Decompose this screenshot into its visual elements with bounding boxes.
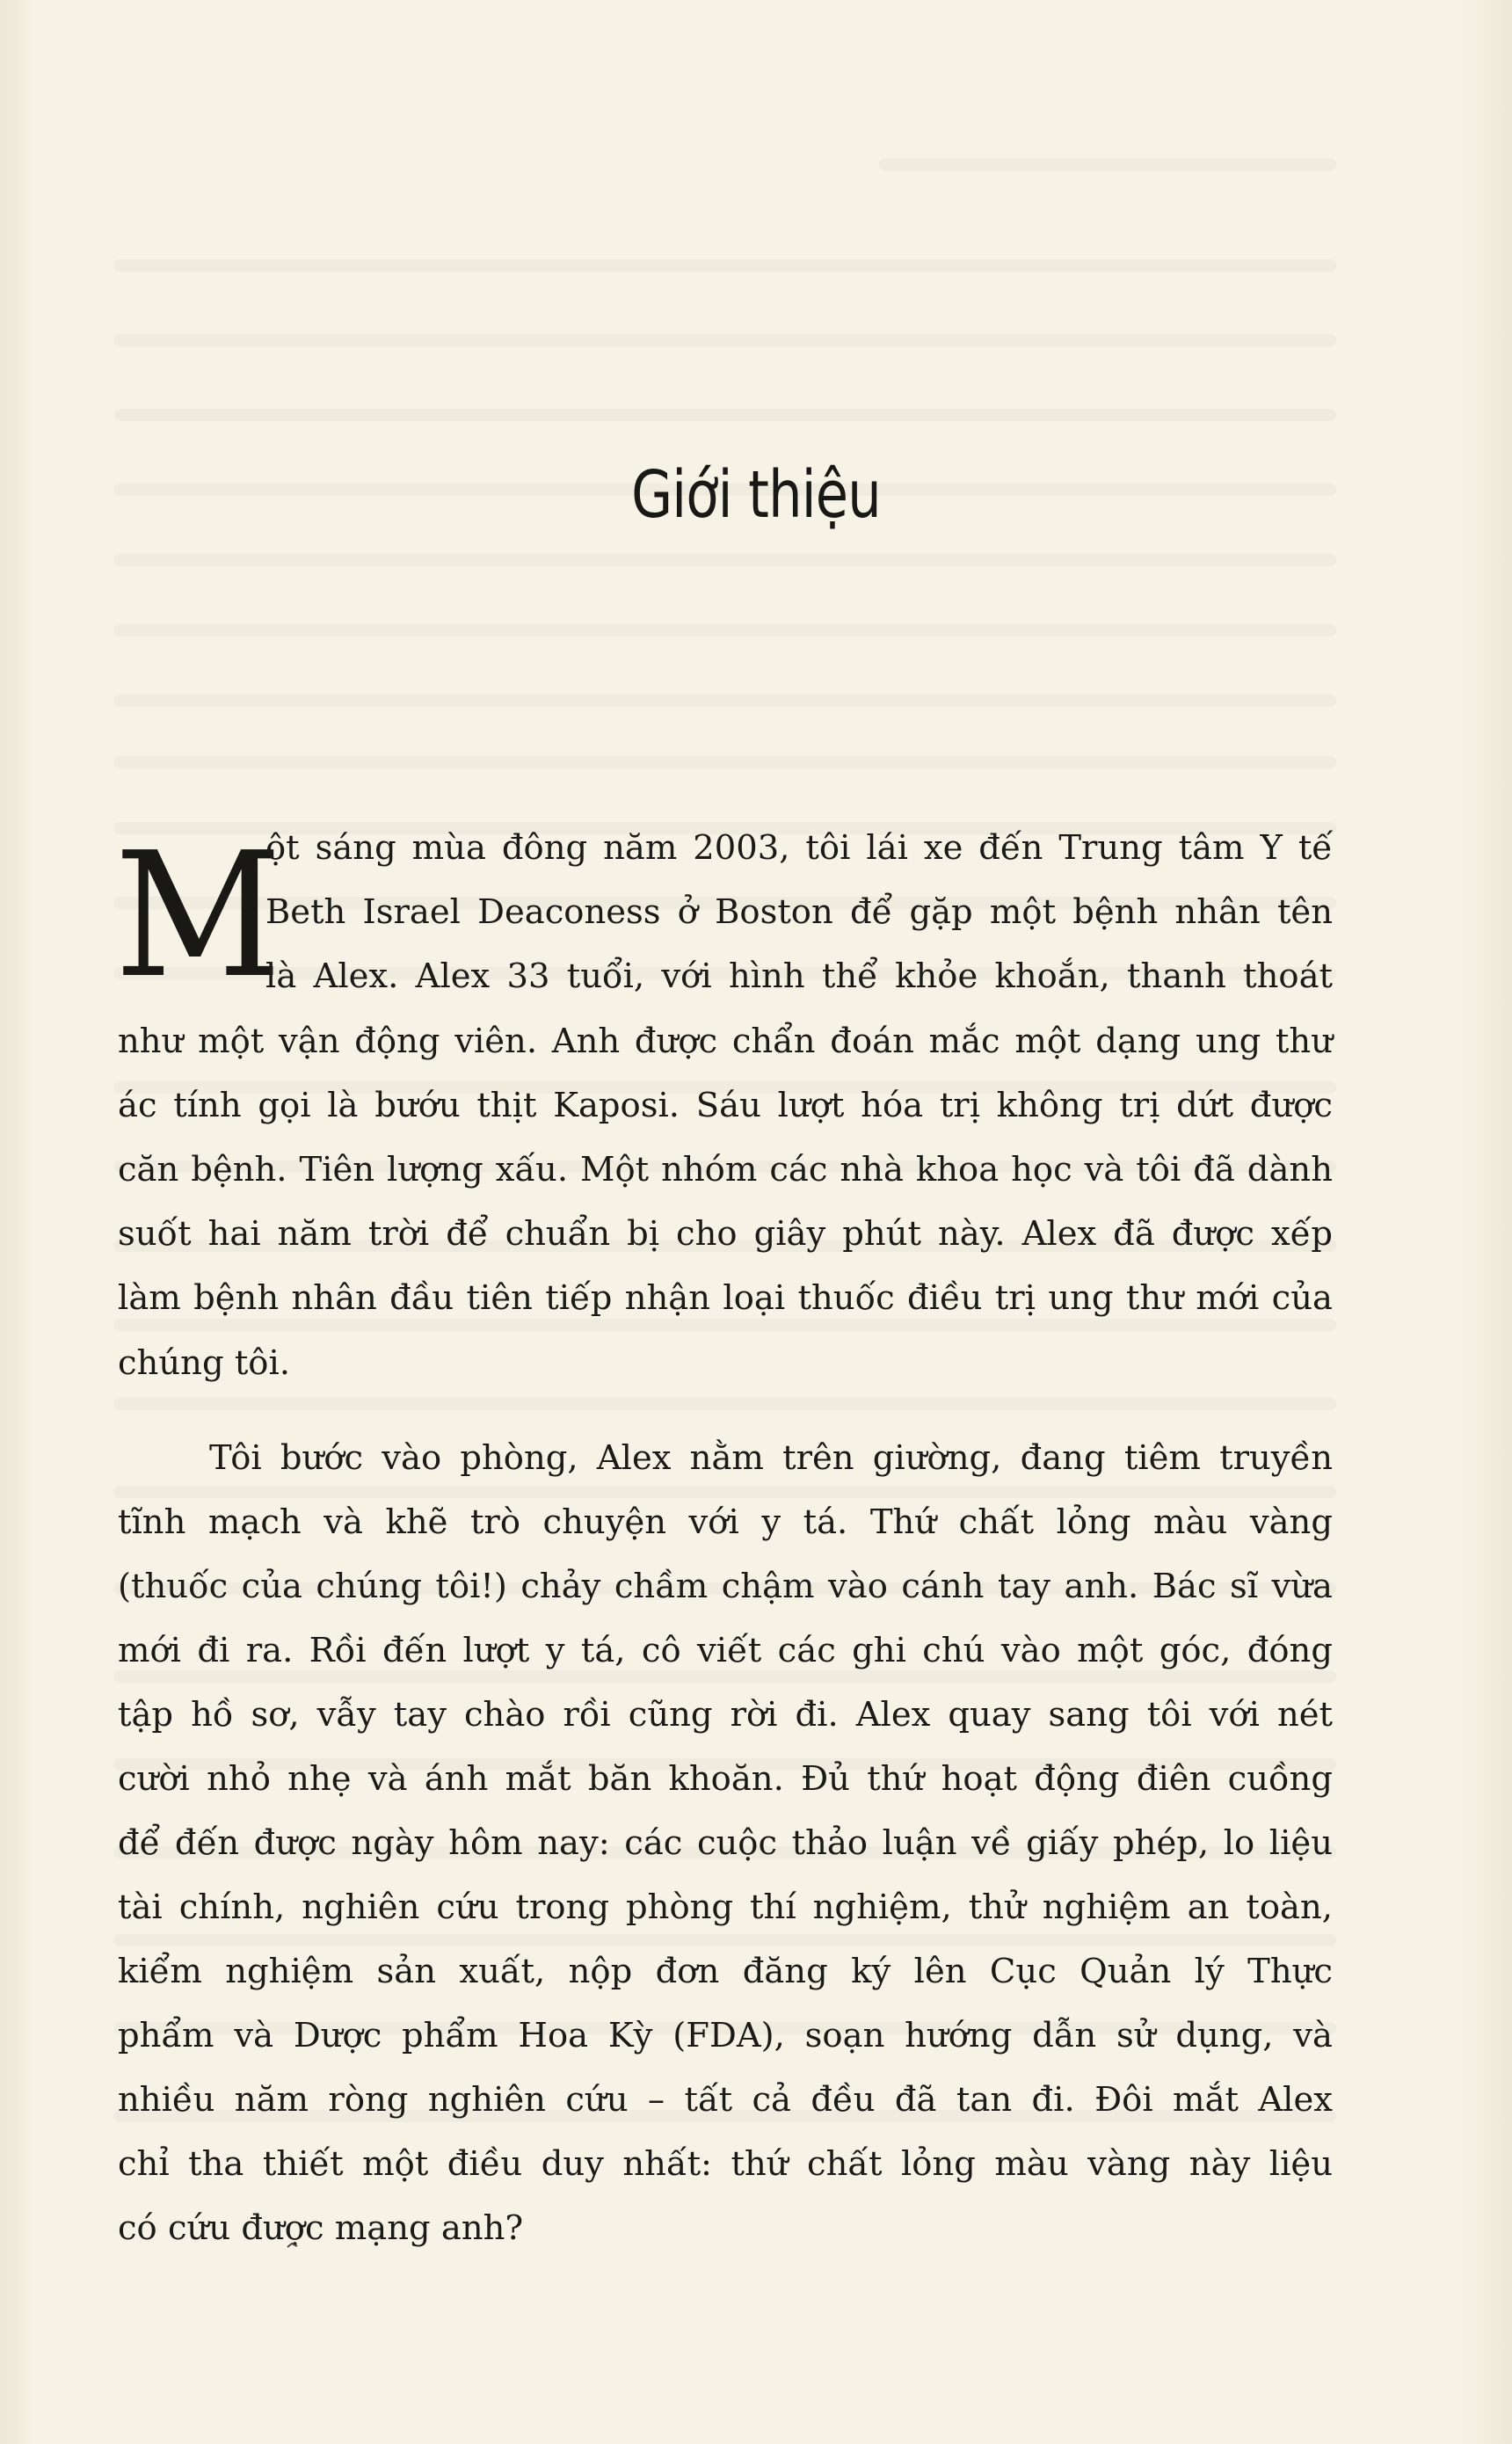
text-line: kiểm nghiệm sản xuất, nộp đơn đăng ký lên Cục Quản lý Thực [118,1952,1333,1991]
text-line: chỉ tha thiết một điều duy nhất: thứ chất lỏng màu vàng này liệu [118,2144,1333,2184]
text-line: nhiều năm ròng nghiên cứu – tất cả đều đã tan đi. Đôi mắt Alex [118,2080,1333,2120]
text-line: Beth Israel Deaconess ở Boston để gặp một bệnh nhân tên [265,892,1333,932]
text-line: mới đi ra. Rồi đến lượt y tá, cô viết các ghi chú vào một góc, đóng [118,1631,1333,1670]
text-line: làm bệnh nhân đầu tiên tiếp nhận loại thuốc điều trị ung thư mới của [118,1278,1333,1318]
text-line: như một vận động viên. Anh được chẩn đoán mắc một dạng ung thư [118,1022,1333,1061]
text-line: suốt hai năm trời để chuẩn bị cho giây phút này. Alex đã được xếp [118,1214,1333,1254]
text-line: ác tính gọi là bướu thịt Kaposi. Sáu lượt hóa trị không trị dứt được [118,1086,1333,1125]
text-line: Tôi bước vào phòng, Alex nằm trên giường, đang tiêm truyền [209,1438,1333,1478]
text-line: căn bệnh. Tiên lượng xấu. Một nhóm các nhà khoa học và tôi đã dành [118,1150,1333,1189]
text-line: cười nhỏ nhẹ và ánh mắt băn khoăn. Đủ thứ hoạt động điên cuồng [118,1759,1333,1799]
text-line: chúng tôi. [118,1343,291,1383]
text-line: (thuốc của chúng tôi!) chảy chầm chậm vào cánh tay anh. Bác sĩ vừa [118,1567,1333,1606]
text-line: tài chính, nghiên cứu trong phòng thí nghiệm, thử nghiệm an toàn, [118,1888,1333,1927]
speck-icon [287,2241,299,2250]
drop-cap: M [114,816,282,1016]
ink-speck [287,2233,299,2255]
text-line: là Alex. Alex 33 tuổi, với hình thể khỏe khoắn, thanh thoát [265,957,1333,996]
text-line: ột sáng mùa đông năm 2003, tôi lái xe đến Trung tâm Y tế [265,828,1333,868]
text-line: để đến được ngày hôm nay: các cuộc thảo luận về giấy phép, lo liệu [118,1823,1333,1863]
text-line: tập hồ sơ, vẫy tay chào rồi cũng rời đi. Alex quay sang tôi với nét [118,1695,1333,1735]
chapter-title: Giới thiệu [631,457,881,533]
text-line: có cứu được mạng anh? [118,2208,524,2248]
text-line: phẩm và Dược phẩm Hoa Kỳ (FDA), soạn hướng dẫn sử dụng, và [118,2016,1333,2055]
text-line: tĩnh mạch và khẽ trò chuyện với y tá. Thứ chất lỏng màu vàng [118,1502,1333,1542]
